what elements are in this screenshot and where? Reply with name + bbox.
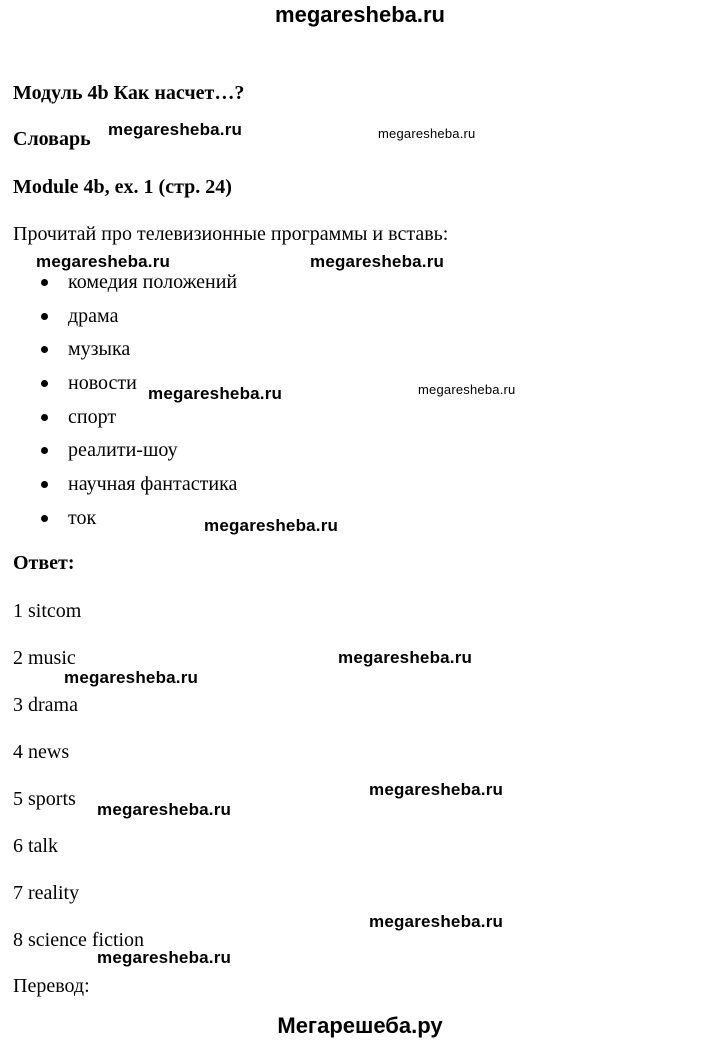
watermark: megaresheba.ru <box>64 668 199 687</box>
option-label: реалити-шоу <box>68 439 178 462</box>
option-label: ток <box>68 506 97 529</box>
watermark: megaresheba.ru <box>204 516 339 535</box>
list-item <box>38 436 237 470</box>
module-title: Модуль 4b Как насчет…? <box>13 82 245 104</box>
bullet-icon <box>41 414 48 421</box>
answer-item: 1 sitcom <box>13 600 82 622</box>
list-item <box>38 268 237 302</box>
option-label: драма <box>68 304 119 327</box>
list-item <box>38 302 237 336</box>
watermark: megaresheba.ru <box>148 384 283 403</box>
instruction-text: Прочитай про телевизионные программы и вставь: <box>13 223 449 245</box>
exercise-heading: Module 4b, ex. 1 (стр. 24) <box>13 176 232 198</box>
site-footer: Мегарешеба.ру <box>277 1013 443 1038</box>
option-label: комедия положений <box>68 271 238 293</box>
watermark: megaresheba.ru <box>97 800 232 819</box>
bullet-icon <box>41 481 48 488</box>
list-item <box>38 335 237 369</box>
watermark: megaresheba.ru <box>418 382 516 397</box>
answer-item: 2 music <box>13 647 76 669</box>
watermark: megaresheba.ru <box>108 120 243 139</box>
watermark: megaresheba.ru <box>338 648 473 667</box>
vocab-heading: Словарь <box>13 128 91 150</box>
bullet-icon <box>41 279 48 286</box>
answer-item: 6 talk <box>13 835 58 857</box>
watermark: megaresheba.ru <box>36 252 171 271</box>
option-label: научная фантастика <box>68 473 238 496</box>
bullet-icon <box>41 515 48 522</box>
answer-item: 7 reality <box>13 882 80 904</box>
watermark: megaresheba.ru <box>310 252 445 271</box>
list-item <box>38 470 237 504</box>
watermark: megaresheba.ru <box>369 912 504 931</box>
bullet-icon <box>41 447 48 454</box>
answer-item: 3 drama <box>13 694 78 716</box>
option-label: музыка <box>68 338 131 361</box>
translation-heading: Перевод: <box>13 975 90 997</box>
watermark: megaresheba.ru <box>369 780 504 799</box>
answer-item: 5 sports <box>13 788 76 810</box>
bullet-icon <box>41 380 48 387</box>
answer-item: 8 science fiction <box>13 929 145 951</box>
watermark: megaresheba.ru <box>378 126 476 141</box>
answer-item: 4 news <box>13 741 70 763</box>
watermark: megaresheba.ru <box>97 948 232 967</box>
bullet-icon <box>41 346 48 353</box>
option-label: новости <box>68 372 137 395</box>
site-header: megaresheba.ru <box>275 2 445 27</box>
answers-list <box>13 597 144 973</box>
list-item <box>38 403 237 437</box>
bullet-icon <box>41 313 48 320</box>
option-label: спорт <box>68 405 117 428</box>
answer-heading: Ответ: <box>13 552 75 574</box>
